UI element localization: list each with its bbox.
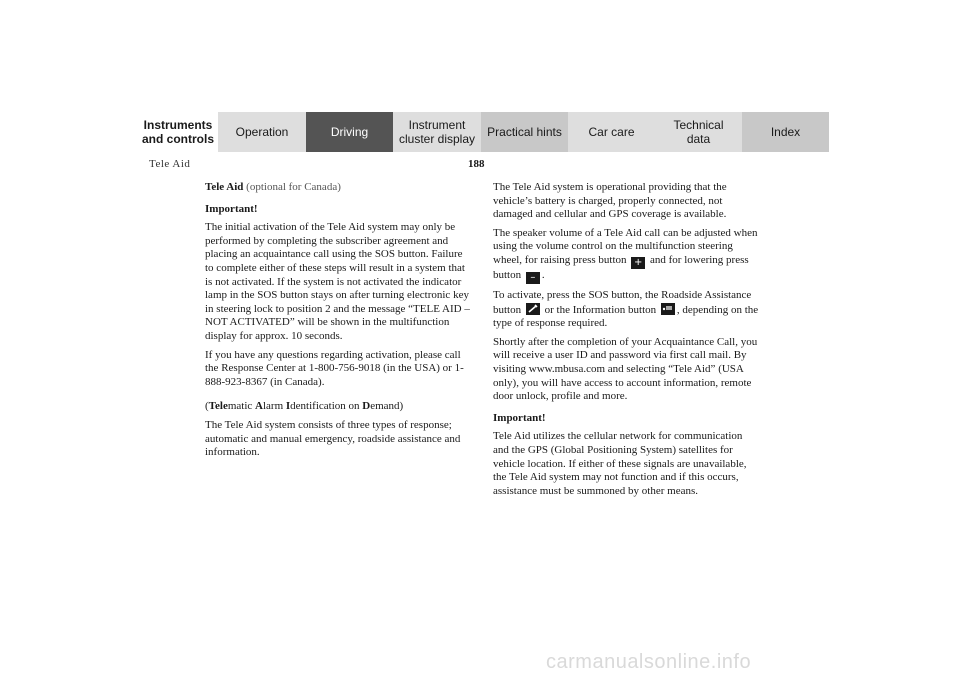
section-title: Tele Aid xyxy=(149,158,191,170)
page-number: 188 xyxy=(468,158,485,170)
tab-car-care[interactable]: Car care xyxy=(568,112,655,152)
important-heading: Important! xyxy=(205,202,258,215)
activation-paragraph: The initial activation of the Tele Aid system may only be performed by completing the subscriber agreement and placing an acquaintance call using the SOS button. Failure to complete either of these steps will result in a system that is not activated. If the system is not activated the indicator lamp in the SOS button stays on after turning electronic key in steering lock to position 2 and the message “TELE AID – NOT ACTIVATED” will be shown in the multifunction display for approx. 10 seconds. xyxy=(205,221,470,342)
roadside-assistance-icon xyxy=(526,303,540,315)
acquaintance-paragraph: Shortly after the completion of your Acquaintance Call, you will receive a user ID and password via first call mail. By visiting www.mbusa.com and selecting “Tele Aid” (USA only), you will have access to account information, remote door unlock, profile and more. xyxy=(493,335,758,403)
chapter-nav xyxy=(130,112,829,152)
plus-button-icon: + xyxy=(631,257,645,269)
watermark: carmanualsonline.info xyxy=(546,651,752,673)
response-center-paragraph: If you have any questions regarding activation, please call the Response Center at 1-800-756-9018 (in the USA) or 1-888-923-8367 (in Canada). xyxy=(205,348,464,388)
volume-paragraph: The speaker volume of a Tele Aid call can be adjusted when using the volume control on the multifunction steering wheel, for raising press button + and for lowering press button – . xyxy=(493,226,758,283)
important-heading-2: Important! xyxy=(493,411,546,424)
section-heading: Tele Aid (optional for Canada) xyxy=(205,181,341,193)
gps-paragraph: Tele Aid utilizes the cellular network for communication and the GPS (Global Positioning System) satellites for vehicle location. If either of these signals are unavailable, the Tele Aid system may not function and if this occurs, assistance must be summoned by other means. xyxy=(493,430,747,497)
tab-technical-data[interactable]: Technical data xyxy=(655,112,742,152)
tab-index[interactable]: Index xyxy=(742,112,829,152)
information-button-icon xyxy=(661,303,675,315)
response-types-paragraph: The Tele Aid system consists of three types of response; automatic and manual emergency, roadside assistance and information. xyxy=(205,418,461,459)
left-column xyxy=(205,181,473,465)
acronym-line: (Telematic Alarm Identification on Demand) xyxy=(205,400,404,413)
tab-instrument-cluster-display[interactable]: Instrument cluster display xyxy=(393,112,481,152)
minus-button-icon: – xyxy=(526,272,540,284)
tab-operation[interactable]: Operation xyxy=(218,112,306,152)
page-header xyxy=(0,158,960,172)
tab-instruments-and-controls[interactable]: Instruments and controls xyxy=(130,112,218,152)
right-column xyxy=(493,181,761,503)
operational-paragraph: The Tele Aid system is operational providing that the vehicle’s battery is charged, properly connected, not damaged and cellular and GPS coverage is available. xyxy=(493,181,727,221)
tab-practical-hints[interactable]: Practical hints xyxy=(481,112,568,152)
tab-driving[interactable]: Driving xyxy=(306,112,393,152)
activate-paragraph: To activate, press the SOS button, the Roadside Assistance button or the Information button , depending on the type of response required. xyxy=(493,288,759,330)
